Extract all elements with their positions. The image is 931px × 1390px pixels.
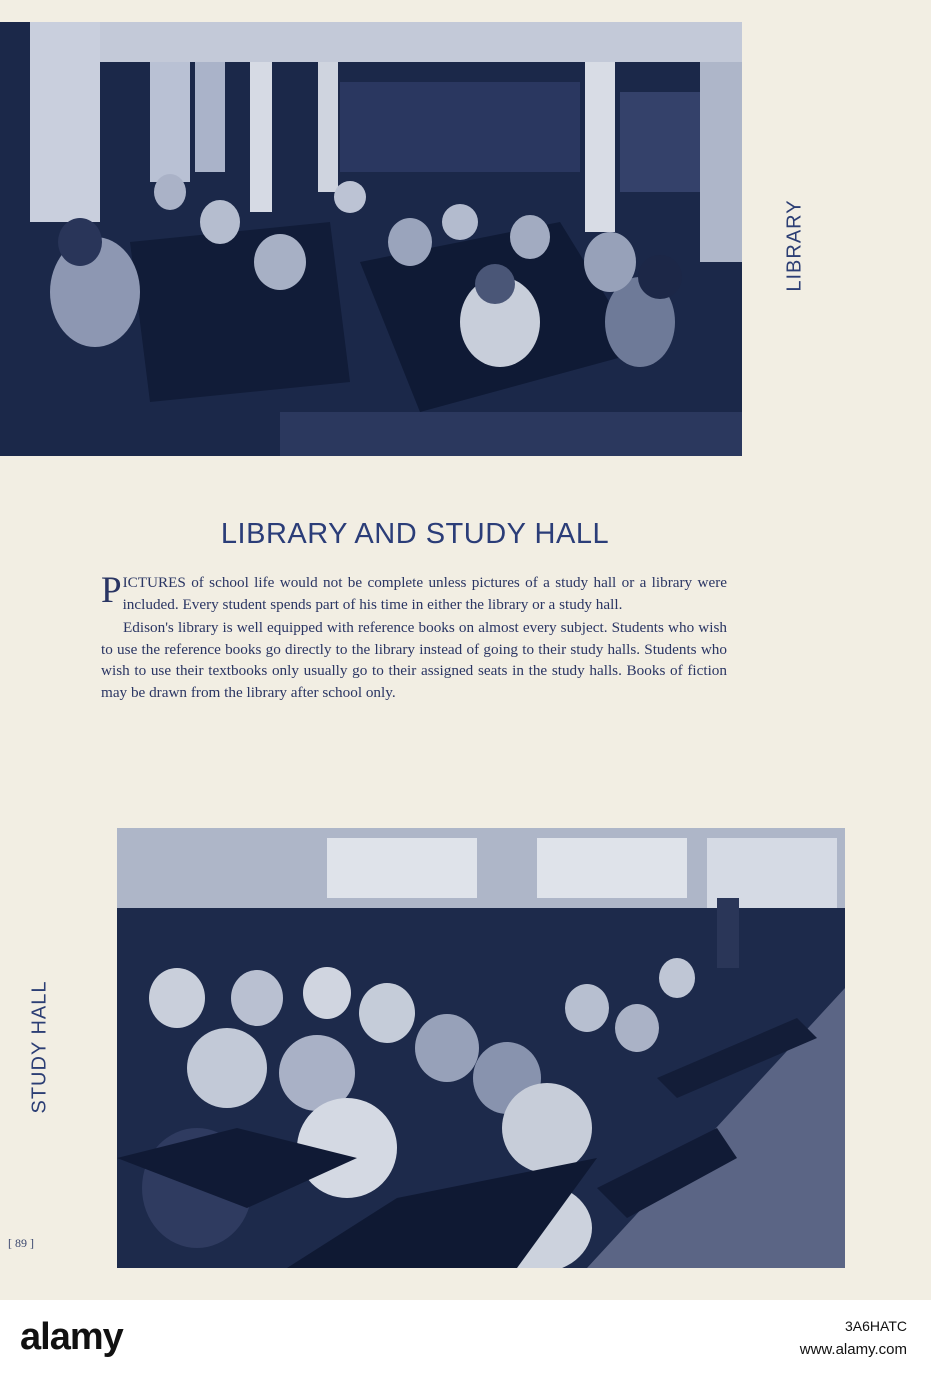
watermark-image-id: 3A6HATC bbox=[845, 1318, 907, 1334]
paragraph-1 bbox=[101, 572, 727, 615]
side-label-study-hall: STUDY HALL bbox=[28, 980, 51, 1114]
side-label-library: LIBRARY bbox=[783, 199, 806, 292]
library-photo bbox=[0, 22, 742, 456]
drop-cap: P bbox=[101, 570, 122, 611]
page-title: LIBRARY AND STUDY HALL bbox=[220, 518, 610, 550]
paragraph-2: Edison's library is well equipped with reference books on almost every subject. Students who wish to use the reference books go directly to the library instead of going to their study halls. Students who wish to use their textbooks only usually go to their assigned seats in the study halls. Books of fiction may be drawn from the library after school only. bbox=[101, 619, 727, 701]
watermark-brand: alamy bbox=[20, 1316, 123, 1358]
watermark-site: www.alamy.com bbox=[799, 1341, 907, 1358]
watermark-strip bbox=[0, 1300, 931, 1390]
article-body bbox=[101, 572, 727, 703]
paragraph-1-text: ICTURES of school life would not be complete unless pictures of a study hall or a library were included. Every student spends part of his time in either the library or a study hall. bbox=[122, 574, 727, 613]
study-hall-photo bbox=[117, 828, 845, 1268]
page-number: [ 89 ] bbox=[8, 1236, 34, 1250]
